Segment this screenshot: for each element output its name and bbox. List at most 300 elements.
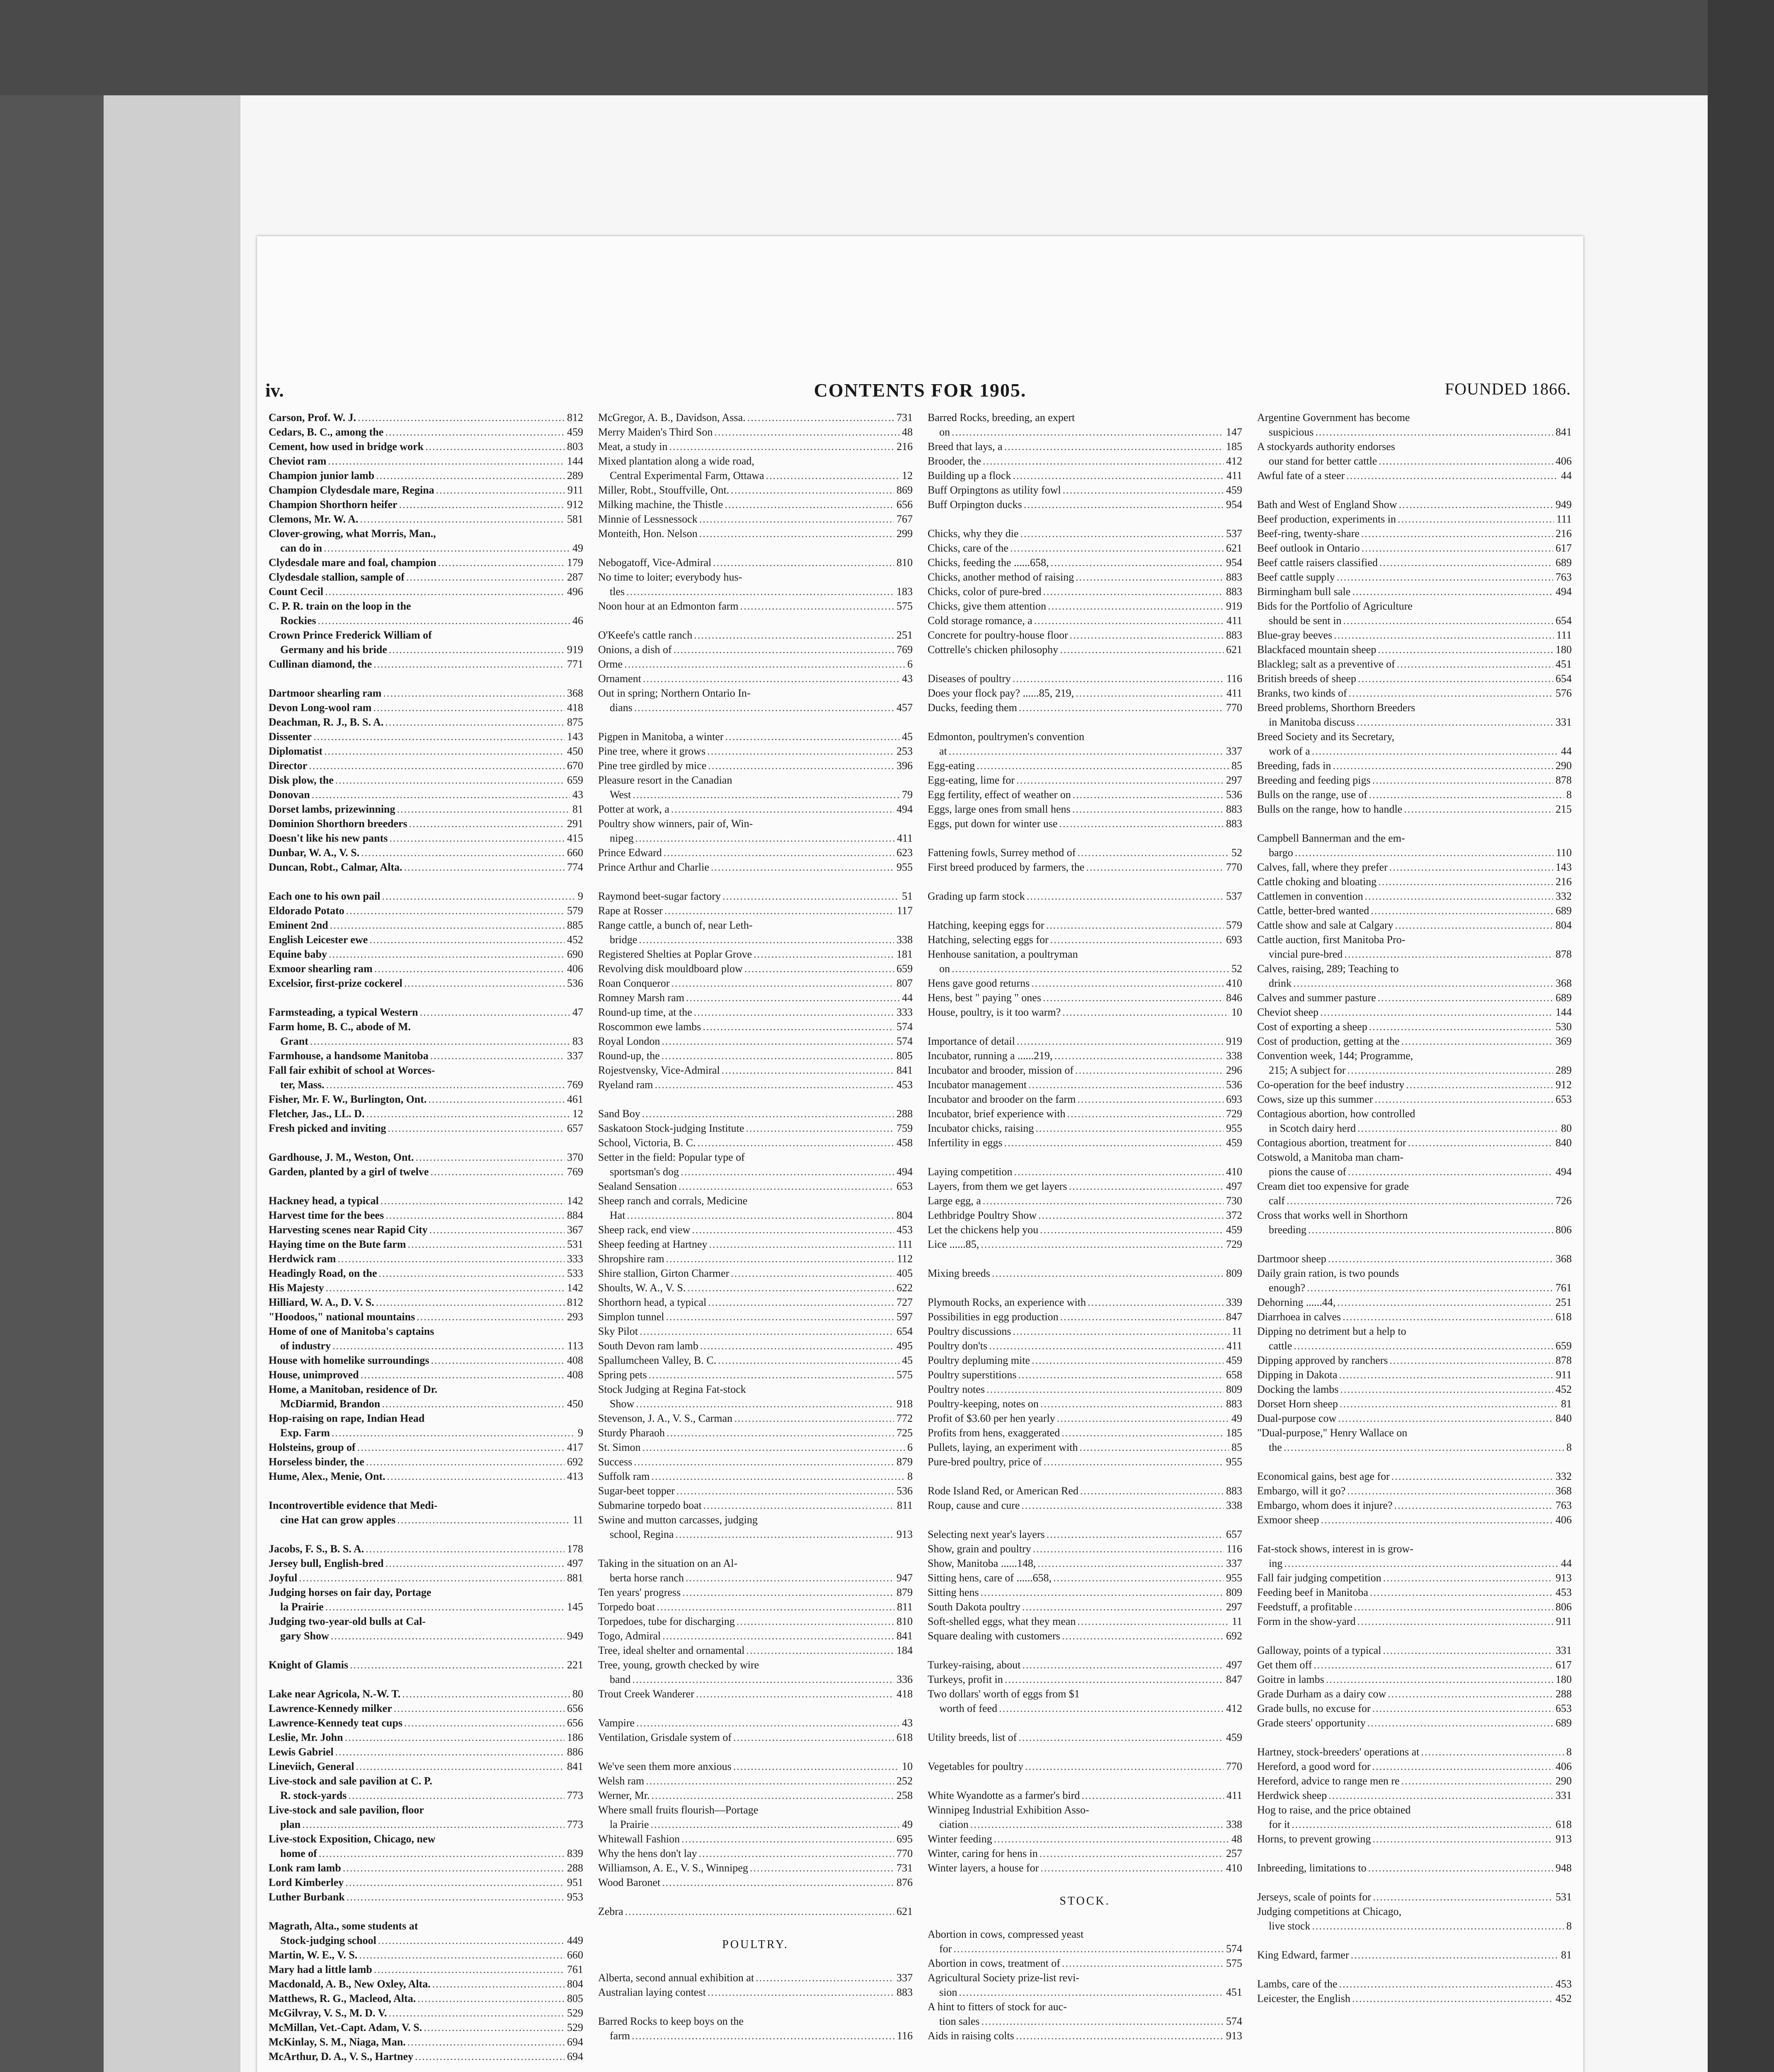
entry-page: 81 xyxy=(1561,1949,1572,1961)
section-gap xyxy=(1257,816,1572,831)
index-entry xyxy=(598,758,913,773)
index-entry xyxy=(928,990,1242,1005)
leader-dots xyxy=(430,1164,565,1179)
index-entry xyxy=(269,613,583,628)
section-gap xyxy=(269,1527,583,1542)
leader-dots xyxy=(999,1701,1224,1716)
entry-title: Clemons, Mr. W. A. xyxy=(269,513,359,525)
leader-dots xyxy=(1338,1411,1553,1426)
entry-title: Sheep ranch and corrals, Medicine xyxy=(598,1195,748,1207)
index-entry xyxy=(269,1890,583,1904)
leader-dots xyxy=(687,1280,894,1295)
index-entry xyxy=(269,1469,583,1484)
index-entry xyxy=(598,1106,913,1121)
leader-dots xyxy=(642,1440,905,1455)
entry-title: Barred Rocks to keep boys on the xyxy=(598,2015,744,2027)
leader-dots xyxy=(731,483,894,497)
entry-title: la Prairie xyxy=(280,1601,324,1613)
entry-page: 883 xyxy=(1226,803,1242,815)
entry-page: 8 xyxy=(907,1470,913,1482)
index-entry xyxy=(928,1353,1242,1368)
leader-dots xyxy=(331,1629,565,1643)
entry-page: 883 xyxy=(1226,818,1242,830)
entry-title: Exp. Farm xyxy=(280,1427,330,1439)
index-entry xyxy=(928,686,1242,700)
index-entry xyxy=(598,903,913,918)
entry-title: Roscommon ewe lambs xyxy=(598,1021,701,1033)
entry-title: Soft-shelled eggs, what they mean xyxy=(928,1615,1076,1627)
leader-dots xyxy=(325,1600,565,1614)
entry-page: 654 xyxy=(1556,673,1572,685)
entry-page: 804 xyxy=(1556,919,1572,931)
entry-title: Cullinan diamond, the xyxy=(269,658,372,670)
leader-dots xyxy=(1337,570,1553,584)
leader-dots xyxy=(1053,1571,1224,1585)
entry-title: Grade steers' opportunity xyxy=(1257,1717,1366,1729)
index-entry xyxy=(269,1498,583,1513)
leader-dots xyxy=(397,802,570,816)
entry-title: South Devon ram lamb xyxy=(598,1340,698,1352)
index-entry xyxy=(1257,1280,1572,1295)
entry-title: Deachman, R. J., B. S. A. xyxy=(269,716,384,728)
entry-title: Hop-raising on rape, Indian Head xyxy=(269,1412,425,1424)
entry-page: 368 xyxy=(567,687,583,699)
index-entry xyxy=(1257,1382,1572,1397)
entry-page: 809 xyxy=(1226,1383,1242,1395)
entry-title: Show xyxy=(610,1398,635,1410)
leader-dots xyxy=(357,1440,565,1455)
index-entry xyxy=(598,860,913,874)
entry-title: Disk plow, the xyxy=(269,774,334,786)
page-title: CONTENTS FOR 1905. xyxy=(814,380,1027,401)
leader-dots xyxy=(1372,1832,1553,1846)
entry-page: 693 xyxy=(1226,1093,1242,1105)
entry-title: Wood Baronet xyxy=(598,1876,661,1888)
entry-page: 290 xyxy=(1556,1775,1572,1787)
leader-dots xyxy=(1004,1135,1224,1150)
leader-dots xyxy=(1019,700,1224,715)
entry-title: Luther Burbank xyxy=(269,1891,345,1903)
index-entry xyxy=(269,1861,583,1875)
leader-dots xyxy=(1013,468,1224,483)
index-entry xyxy=(598,1411,913,1426)
index-entry xyxy=(598,1426,913,1440)
leader-dots xyxy=(1320,1005,1553,1019)
index-entry xyxy=(598,1164,913,1179)
entry-page: 763 xyxy=(1556,571,1572,583)
entry-title: Sand Boy xyxy=(598,1108,640,1120)
entry-page: 8 xyxy=(1566,789,1572,801)
leader-dots xyxy=(1080,1484,1224,1498)
index-entry xyxy=(928,976,1242,990)
leader-dots xyxy=(662,1629,894,1643)
entry-title: Fall fair exhibit of school at Worces- xyxy=(269,1064,435,1076)
entry-page: 452 xyxy=(1556,1383,1572,1395)
index-entry xyxy=(269,628,583,642)
leader-dots xyxy=(699,512,894,526)
entry-title: Hartney, stock-breeders' operations at xyxy=(1257,1746,1420,1758)
entry-title: Carson, Prof. W. J. xyxy=(269,411,356,424)
index-entry xyxy=(928,1788,1242,1803)
entry-page: 457 xyxy=(897,702,913,714)
entry-page: 52 xyxy=(1231,847,1242,859)
founded-note: FOUNDED 1866. xyxy=(1444,380,1571,398)
entry-page: 117 xyxy=(897,905,913,917)
entry-page: 574 xyxy=(1226,2015,1242,2027)
index-entry xyxy=(928,860,1242,874)
entry-page: 9 xyxy=(578,1427,583,1439)
index-entry xyxy=(598,1324,913,1339)
leader-dots xyxy=(366,1542,565,1556)
leader-dots xyxy=(1016,773,1224,787)
entry-page: 337 xyxy=(567,1050,583,1062)
leader-dots xyxy=(1077,845,1229,860)
entry-title: drink xyxy=(1269,977,1292,989)
entry-page: 411 xyxy=(897,832,913,844)
index-entry xyxy=(598,1237,913,1251)
entry-page: 396 xyxy=(897,760,913,772)
entry-title: band xyxy=(610,1673,631,1685)
leader-dots xyxy=(1294,1339,1553,1353)
leader-dots xyxy=(1326,1672,1553,1687)
leader-dots xyxy=(1337,1295,1553,1310)
index-entry xyxy=(928,671,1242,686)
entry-page: 43 xyxy=(902,673,913,685)
entry-page: 841 xyxy=(1556,426,1572,438)
index-entry xyxy=(928,497,1242,512)
entry-page: 43 xyxy=(902,1717,913,1729)
index-entry xyxy=(598,1280,913,1295)
index-entry xyxy=(598,483,913,497)
leader-dots xyxy=(1340,1397,1558,1411)
index-entry xyxy=(1257,1498,1572,1513)
entry-title: Cotswold, a Manitoba man cham- xyxy=(1257,1151,1404,1163)
entry-title: Dartmoor shearling ram xyxy=(269,687,382,699)
entry-title: Hereford, advice to range men re xyxy=(1257,1775,1400,1787)
entry-page: 287 xyxy=(567,571,583,583)
entry-title: Dipping in Dakota xyxy=(1257,1369,1338,1381)
index-entry xyxy=(598,744,913,758)
index-entry xyxy=(598,1179,913,1193)
index-entry xyxy=(928,1048,1242,1063)
entry-page: 296 xyxy=(1226,1064,1242,1076)
index-entry xyxy=(269,1556,583,1571)
index-entry xyxy=(269,1629,583,1643)
entry-page: 953 xyxy=(567,1891,583,1903)
entry-page: 811 xyxy=(897,1601,913,1613)
index-entry xyxy=(598,1513,913,1527)
entry-title: Submarine torpedo boat xyxy=(598,1499,702,1511)
leader-dots xyxy=(1073,787,1224,802)
index-entry xyxy=(269,425,583,439)
leader-dots xyxy=(432,1977,565,1991)
entry-title: Embargo, whom does it injure? xyxy=(1257,1499,1393,1511)
index-entry xyxy=(269,1774,583,1788)
leader-dots xyxy=(1048,599,1224,613)
index-entry xyxy=(598,1585,913,1600)
section-gap xyxy=(928,1513,1242,1527)
entry-page: 368 xyxy=(1556,1485,1572,1497)
entry-title: can do in xyxy=(280,542,322,554)
entry-page: 692 xyxy=(567,1456,583,1468)
entry-page: 919 xyxy=(1226,600,1242,612)
entry-page: 575 xyxy=(897,1369,913,1381)
leader-dots xyxy=(382,889,575,903)
leader-dots xyxy=(682,1585,894,1600)
index-entry xyxy=(269,889,583,903)
index-entry xyxy=(598,1846,913,1861)
entry-title: Get them off xyxy=(1257,1659,1312,1671)
index-entry xyxy=(928,1063,1242,1077)
leader-dots xyxy=(420,1005,570,1019)
index-entry xyxy=(598,570,913,584)
entry-page: 654 xyxy=(897,1325,913,1337)
entry-title: Egg-eating xyxy=(928,760,975,772)
entry-page: 49 xyxy=(1231,1412,1242,1424)
entry-title: Mary had a little lamb xyxy=(269,1963,372,1975)
entry-title: Vegetables for poultry xyxy=(928,1760,1024,1772)
index-entry xyxy=(598,1556,913,1571)
leader-dots xyxy=(666,1426,894,1440)
entry-title: Cheviot sheep xyxy=(1257,1006,1319,1018)
entry-page: 883 xyxy=(897,1986,913,1998)
entry-page: 339 xyxy=(1226,1296,1242,1308)
entry-title: Gardhouse, J. M., Weston, Ont. xyxy=(269,1151,414,1163)
index-entry xyxy=(269,1280,583,1295)
section-gap xyxy=(928,512,1242,526)
index-entry xyxy=(1257,773,1572,787)
entry-page: 659 xyxy=(897,963,913,975)
index-entry xyxy=(1257,1832,1572,1846)
leader-dots xyxy=(388,1121,565,1135)
entry-page: 51 xyxy=(902,890,913,902)
index-entry xyxy=(269,860,583,874)
index-entry xyxy=(598,512,913,526)
entry-page: 418 xyxy=(897,1688,913,1700)
leader-dots xyxy=(1378,990,1553,1005)
entry-title: Dipping approved by ranchers xyxy=(1257,1354,1388,1366)
entry-page: 581 xyxy=(567,513,583,525)
entry-title: Horseless binder, the xyxy=(269,1456,364,1468)
entry-title: Square dealing with customers xyxy=(928,1630,1060,1642)
index-entry xyxy=(598,1295,913,1310)
index-entry xyxy=(1257,1092,1572,1106)
entry-page: 257 xyxy=(1226,1847,1242,1859)
index-entry xyxy=(269,657,583,671)
entry-title: Beef cattle raisers classified xyxy=(1257,557,1378,569)
entry-title: Lethbridge Poultry Show xyxy=(928,1209,1037,1221)
leader-dots xyxy=(1077,1092,1224,1106)
entry-title: "Dual-purpose," Henry Wallace on xyxy=(1257,1427,1408,1439)
index-entry xyxy=(1257,1063,1572,1077)
index-entry xyxy=(928,1237,1242,1251)
entry-title: farm xyxy=(610,2030,630,2042)
entry-title: Sturdy Pharaoh xyxy=(598,1427,665,1439)
section-gap xyxy=(1257,1846,1572,1861)
entry-page: 955 xyxy=(1226,1572,1242,1584)
index-entry xyxy=(269,512,583,526)
index-entry xyxy=(598,700,913,715)
entry-title: Taking in the situation on an Al- xyxy=(598,1557,738,1569)
index-entry xyxy=(269,1455,583,1469)
entry-page: 43 xyxy=(572,789,583,801)
entry-title: A hint to fitters of stock for auc- xyxy=(928,2001,1067,2013)
index-entry xyxy=(928,773,1242,787)
entry-title: calf xyxy=(1269,1195,1285,1207)
entry-page: 144 xyxy=(1556,1006,1572,1018)
leader-dots xyxy=(750,1861,894,1875)
leader-dots xyxy=(430,1048,565,1063)
entry-page: 497 xyxy=(1226,1180,1242,1192)
section-gap xyxy=(598,1542,913,1556)
leader-dots xyxy=(734,1411,894,1426)
leader-dots xyxy=(634,1455,894,1469)
leader-dots xyxy=(428,1092,565,1106)
entry-page: 48 xyxy=(902,426,913,438)
leader-dots xyxy=(369,932,565,947)
entry-page: 145 xyxy=(567,1601,583,1613)
entry-title: Leslie, Mr. John xyxy=(269,1731,343,1743)
leader-dots xyxy=(635,831,894,845)
entry-title: Judging two-year-old bulls at Cal- xyxy=(269,1615,426,1627)
entry-title: Cattle, better-bred wanted xyxy=(1257,905,1369,917)
index-entry xyxy=(269,729,583,744)
entry-page: 653 xyxy=(897,1180,913,1192)
entry-title: Romney Marsh ram xyxy=(598,992,684,1004)
entry-title: Trout Creek Wanderer xyxy=(598,1688,694,1700)
entry-title: Chicks, why they die xyxy=(928,528,1019,540)
entry-title: Alberta, second annual exhibition at xyxy=(598,1972,754,1984)
index-entry xyxy=(269,541,583,555)
entry-title: Economical gains, best age for xyxy=(1257,1470,1390,1482)
entry-title: Williamson, A. E., V. S., Winnipeg xyxy=(598,1862,748,1874)
index-entry xyxy=(269,1048,583,1063)
entry-title: Live-stock and sale pavilion at C. P. xyxy=(269,1775,432,1787)
entry-page: 529 xyxy=(567,2007,583,2019)
leader-dots xyxy=(366,1106,570,1121)
entry-title: Layers, from them we get layers xyxy=(928,1180,1067,1192)
index-entry xyxy=(1257,1251,1572,1266)
leader-dots xyxy=(983,454,1224,468)
entry-page: 458 xyxy=(897,1137,913,1149)
index-entry xyxy=(269,1600,583,1614)
index-entry xyxy=(598,1150,913,1164)
entry-page: 810 xyxy=(897,1615,913,1627)
index-entry xyxy=(928,802,1242,816)
index-entry xyxy=(1257,1890,1572,1904)
entry-title: Pleasure resort in the Canadian xyxy=(598,774,732,786)
entry-page: 85 xyxy=(1231,760,1242,772)
entry-title: Does your flock pay? ......85, 219, xyxy=(928,687,1074,699)
entry-title: Royal London xyxy=(598,1035,660,1047)
entry-title: worth of feed xyxy=(939,1702,998,1714)
leader-dots xyxy=(986,1382,1224,1397)
index-entry xyxy=(269,1208,583,1222)
entry-page: 291 xyxy=(567,818,583,830)
entry-page: 185 xyxy=(1226,441,1242,453)
leader-dots xyxy=(361,845,565,860)
index-entry xyxy=(598,990,913,1005)
leader-dots xyxy=(639,932,894,947)
leader-dots xyxy=(1344,947,1553,961)
index-entry xyxy=(1257,1991,1572,2006)
leader-dots xyxy=(1033,1542,1224,1556)
entry-title: Ventilation, Grisdale system of xyxy=(598,1731,732,1743)
entry-title: Incubator chicks, raising xyxy=(928,1122,1034,1134)
leader-dots xyxy=(1308,1222,1553,1237)
entry-title: Clover-growing, what Morris, Man., xyxy=(269,528,436,540)
entry-page: 883 xyxy=(1226,571,1242,583)
index-entry xyxy=(1257,497,1572,512)
entry-title: Large egg, a xyxy=(928,1195,981,1207)
entry-page: 367 xyxy=(567,1224,583,1236)
leader-dots xyxy=(1383,1643,1553,1658)
entry-page: 49 xyxy=(572,542,583,554)
entry-page: 657 xyxy=(567,1122,583,1134)
index-entry xyxy=(928,700,1242,715)
index-entry xyxy=(269,1788,583,1803)
index-entry xyxy=(269,1339,583,1353)
leader-dots xyxy=(703,1019,894,1034)
leader-dots xyxy=(1346,468,1558,483)
index-entry xyxy=(928,932,1242,947)
entry-page: 689 xyxy=(1556,992,1572,1004)
entry-page: 881 xyxy=(567,1572,583,1584)
entry-page: 773 xyxy=(567,1789,583,1801)
entry-page: 840 xyxy=(1556,1412,1572,1424)
section-gap xyxy=(598,715,913,729)
index-entry xyxy=(269,773,583,787)
entry-title: Hat xyxy=(610,1209,625,1221)
leader-dots xyxy=(1408,1135,1553,1150)
entry-page: 772 xyxy=(897,1412,913,1424)
leader-dots xyxy=(970,1817,1224,1832)
entry-title: vincial pure-bred xyxy=(1269,948,1343,960)
index-entry xyxy=(928,1759,1242,1774)
entry-page: 405 xyxy=(897,1267,913,1279)
entry-title: ciation xyxy=(939,1818,969,1830)
leader-dots xyxy=(1351,1948,1558,1962)
entry-page: 530 xyxy=(1556,1021,1572,1033)
entry-page: 142 xyxy=(567,1195,583,1207)
leader-dots xyxy=(676,1527,894,1542)
entry-page: 338 xyxy=(1226,1499,1242,1511)
index-entry xyxy=(598,1985,913,1999)
index-entry xyxy=(928,541,1242,555)
leader-dots xyxy=(425,439,565,454)
entry-title: Hatching, selecting eggs for xyxy=(928,934,1049,946)
entry-page: 408 xyxy=(567,1369,583,1381)
index-entry xyxy=(269,1150,583,1164)
entry-title: Pigpen in Manitoba, a winter xyxy=(598,731,724,743)
index-entry xyxy=(928,1999,1242,2014)
entry-title: Home of one of Manitoba's captains xyxy=(269,1325,434,1337)
index-entry xyxy=(1257,1556,1572,1571)
page-header xyxy=(257,375,1583,404)
entry-title: Hens gave good returns xyxy=(928,977,1030,989)
index-entry xyxy=(269,1368,583,1382)
index-entry xyxy=(928,918,1242,932)
leader-dots xyxy=(1343,1310,1553,1324)
entry-page: 805 xyxy=(567,1992,583,2004)
entry-page: 955 xyxy=(1226,1456,1242,1468)
entry-title: Australian laying contest xyxy=(598,1986,706,1998)
index-entry xyxy=(598,1774,913,1788)
entry-page: 450 xyxy=(567,745,583,757)
entry-page: 338 xyxy=(897,934,913,946)
entry-title: Turkeys, profit in xyxy=(928,1673,1003,1685)
index-entry xyxy=(1257,1440,1572,1455)
